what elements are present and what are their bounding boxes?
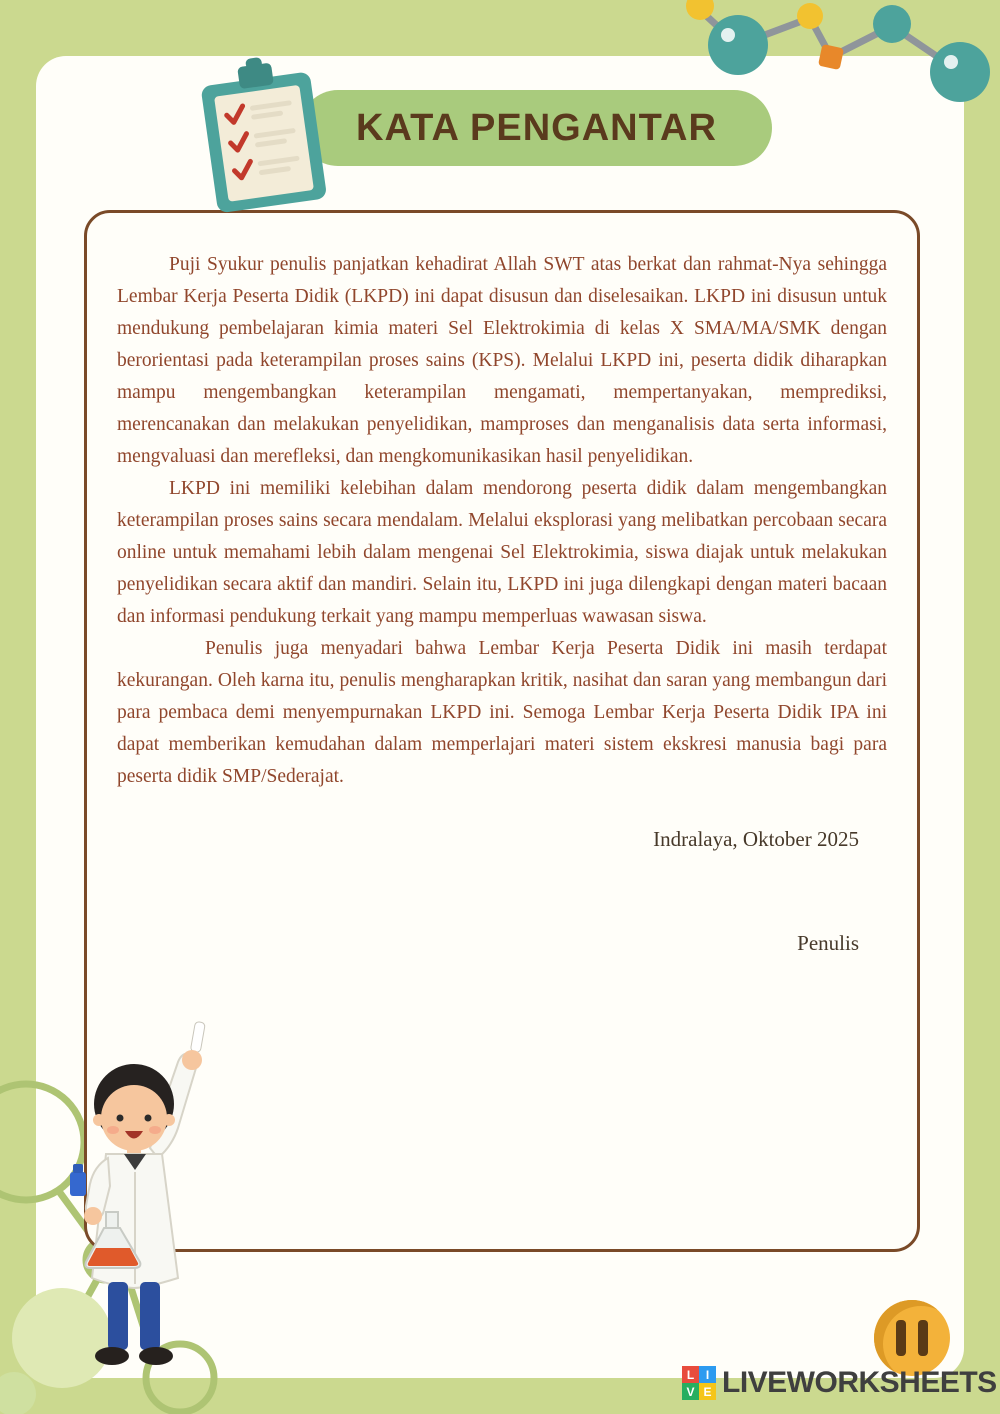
liveworksheets-brand-text: LIVEWORKSHEETS (722, 1366, 997, 1399)
molecule-decoration-top (660, 0, 1000, 112)
scientist-illustration (46, 1016, 242, 1390)
clipboard-icon (190, 56, 342, 214)
liveworksheets-grid-icon (682, 1366, 716, 1400)
logo-letter: L (682, 1366, 699, 1383)
logo-letter: V (682, 1383, 699, 1400)
paragraph-2: LKPD ini memiliki kelebihan dalam mendorong peserta didik dalam mengembangkan keterampilan proses sains secara mendalam. Melalui eksplorasi yang melibatkan percobaan secara online untuk memahami lebih dalam mengenai Sel Elektrokimia, siswa diajak untuk melakukan penyelidikan secara aktif dan mandiri. Selain itu, LKPD ini juga dilengkapi dengan materi bacaan dan informasi pendukung terkait yang mampu memperluas wawasan siswa. (117, 478, 887, 627)
decorative-circle (0, 1372, 36, 1414)
logo-letter: E (699, 1383, 716, 1400)
liveworksheets-logo[interactable] (682, 1366, 997, 1400)
spray-bottle-icon (70, 1172, 86, 1196)
pause-bar (918, 1320, 928, 1356)
pause-bar (896, 1320, 906, 1356)
date-line: Indralaya, Oktober 2025 (653, 827, 859, 851)
page-title: KATA PENGANTAR (356, 106, 717, 149)
signature-line: Penulis (797, 931, 859, 955)
chalk-icon (190, 1021, 205, 1052)
paragraph-3: Penulis juga menyadari bahwa Lembar Kerja Peserta Didik ini masih terdapat kekurangan. Oleh karna itu, penulis mengharapkan kritik, nasihat dan saran yang membangun dari para pembaca demi menyempurnakan LKPD ini. Semoga Lembar Kerja Peserta Didik IPA ini dapat memberikan kemudahan dalam memperlajari materi sistem ekskresi manusia bagi para peserta didik SMP/Sederajat. (117, 638, 887, 787)
logo-letter: I (699, 1366, 716, 1383)
paragraph-1: Puji Syukur penulis panjatkan kehadirat Allah SWT atas berkat dan rahmat-Nya sehingga Lembar Kerja Peserta Didik (LKPD) ini dapat disusun dan diselesaikan. LKPD ini disusun untuk mendukung pembelajaran kimia materi Sel Elektrokimia di kelas X SMA/MA/SMK dengan berorientasi pada keterampilan proses sains (KPS). Melalui LKPD ini, peserta didik diharapkan mampu mengembangkan keterampilan mengamati, mempertanyakan, memprediksi, merencanakan dan melakukan penyelidikan, mamproses dan menganalisis data serta informasi, mengvaluasi dan merefleksi, dan mengkomunikasikan hasil penyelidikan. (117, 254, 887, 467)
pause-coin-icon (874, 1300, 950, 1376)
